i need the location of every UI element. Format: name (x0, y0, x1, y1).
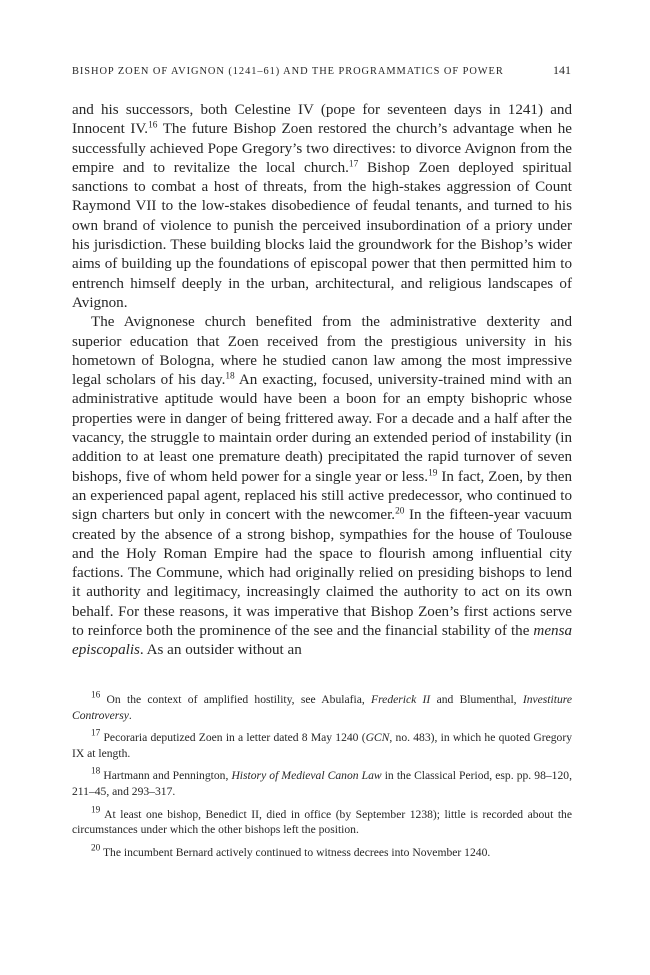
footnote-number: 20 (91, 843, 101, 854)
text-run: In fact, Zoen, by then an experienced papal agent, replaced his still active predecessor, who continued to sign charters but only in concert with the newcomer. (72, 468, 573, 524)
text-run: An exacting, focused, university-trained mind with an administrative aptitude would have been a boon for an empty bishopric whose properties were in danger of being frittered away. For a decade and a half after the vacancy, the struggle to maintain order during an extended period of instability (in addition to at least one premature death) precipitated the rapid turnover of seven bishops, five of whom held power for a single year or less. (72, 372, 572, 485)
text-run: The Avignonese church benefited from the administrative dexterity and superior education that Zoen received from the prestigious university in his hometown of Bologna, where he studied canon law among the most impressive legal scholars of his day. (72, 314, 572, 389)
footnote-text: On the context of amplified hostility, see Abulafia, (100, 693, 372, 706)
footnote (72, 768, 572, 799)
footnote-text: and Blumenthal, (430, 693, 523, 706)
footnote-text: in the Classical Period, esp. pp. 98–120, 211–45, and 293–317. (72, 769, 572, 798)
footnote (72, 730, 572, 761)
footnote-number: 17 (91, 728, 101, 739)
footnote-italic: Investiture Controversy (72, 693, 572, 722)
footnote (72, 692, 572, 723)
footnotes (72, 692, 572, 867)
text-run: The future Bishop Zoen restored the church’s advantage when he successfully achieved Pope Gregory’s two directives: to divorce Avignon from the empire and to revitalize the local church. (72, 121, 572, 176)
footnote-italic: History of Medieval Canon Law (231, 769, 382, 783)
body-text (72, 101, 572, 661)
footnote-ref: 20 (395, 506, 405, 517)
text-run: In the fifteen-year vacuum created by the absence of a strong bishop, sympathies for the house of Toulouse and the Holy Roman Empire had the space to flourish among influential city factions. The Commune, which had originally relied on presiding bishops to lend it authority and legitimacy, increasingly claimed the authority to act on its own behalf. For these reasons, it was imperative that Bishop Zoen’s first actions serve to reinforce both the prominence of the see and the financial stability of the (72, 507, 572, 640)
footnote-text: , no. 483), in which he quoted Gregory IX at length. (72, 731, 572, 760)
text-run: Bishop Zoen deployed spiritual sanctions to combat a host of threats, from the high-stakes aggression of Count Raymond VII to the low-stakes disobedience of feudal tenants, and turned to his own brand of violence to punish the perceived insubordination of a priory under his jurisdiction. These building blocks laid the groundwork for the Bishop’s wider aims of building up the foundations of episcopal power that then permitted him to entrench himself deeply in the urban, architectural, and religious landscapes of Avignon. (72, 159, 572, 311)
paragraph (72, 101, 572, 313)
footnote-ref: 18 (225, 371, 235, 382)
footnote (72, 807, 572, 838)
text-run: and his successors, both Celestine IV (pope for seventeen days in 1241) and Innocent IV. (72, 102, 572, 138)
page-header (72, 63, 571, 78)
footnote-number: 19 (91, 805, 101, 815)
page-number: 141 (553, 63, 571, 77)
footnote-italic: Frederick II (371, 693, 431, 706)
text-run: . As an outsider without an (139, 642, 302, 659)
footnote-text: . (128, 708, 132, 722)
running-head: BISHOP ZOEN OF AVIGNON (1241–61) AND THE PROGRAMMATICS OF POWER (72, 66, 504, 77)
footnote-ref: 17 (348, 159, 359, 170)
footnote-ref: 19 (428, 468, 438, 479)
footnote (72, 845, 572, 861)
paragraph (72, 313, 572, 660)
footnote-text: Pecoraria deputized Zoen in a letter dated 8 May 1240 ( (100, 731, 366, 745)
footnote-number: 18 (91, 766, 101, 777)
footnote-text: The incumbent Bernard actively continued to witness decrees into November 1240. (100, 845, 491, 859)
italic-term: mensa episcopalis (72, 623, 572, 659)
footnote-text: Hartmann and Pennington, (100, 769, 232, 783)
footnote-italic: GCN (365, 731, 390, 745)
footnote-ref: 16 (148, 120, 158, 131)
footnote-text: At least one bishop, Benedict II, died in office (by September 1238); little is recorded about the circumstances under which the other bishops left the position. (72, 807, 572, 837)
footnote-number: 16 (91, 690, 101, 701)
